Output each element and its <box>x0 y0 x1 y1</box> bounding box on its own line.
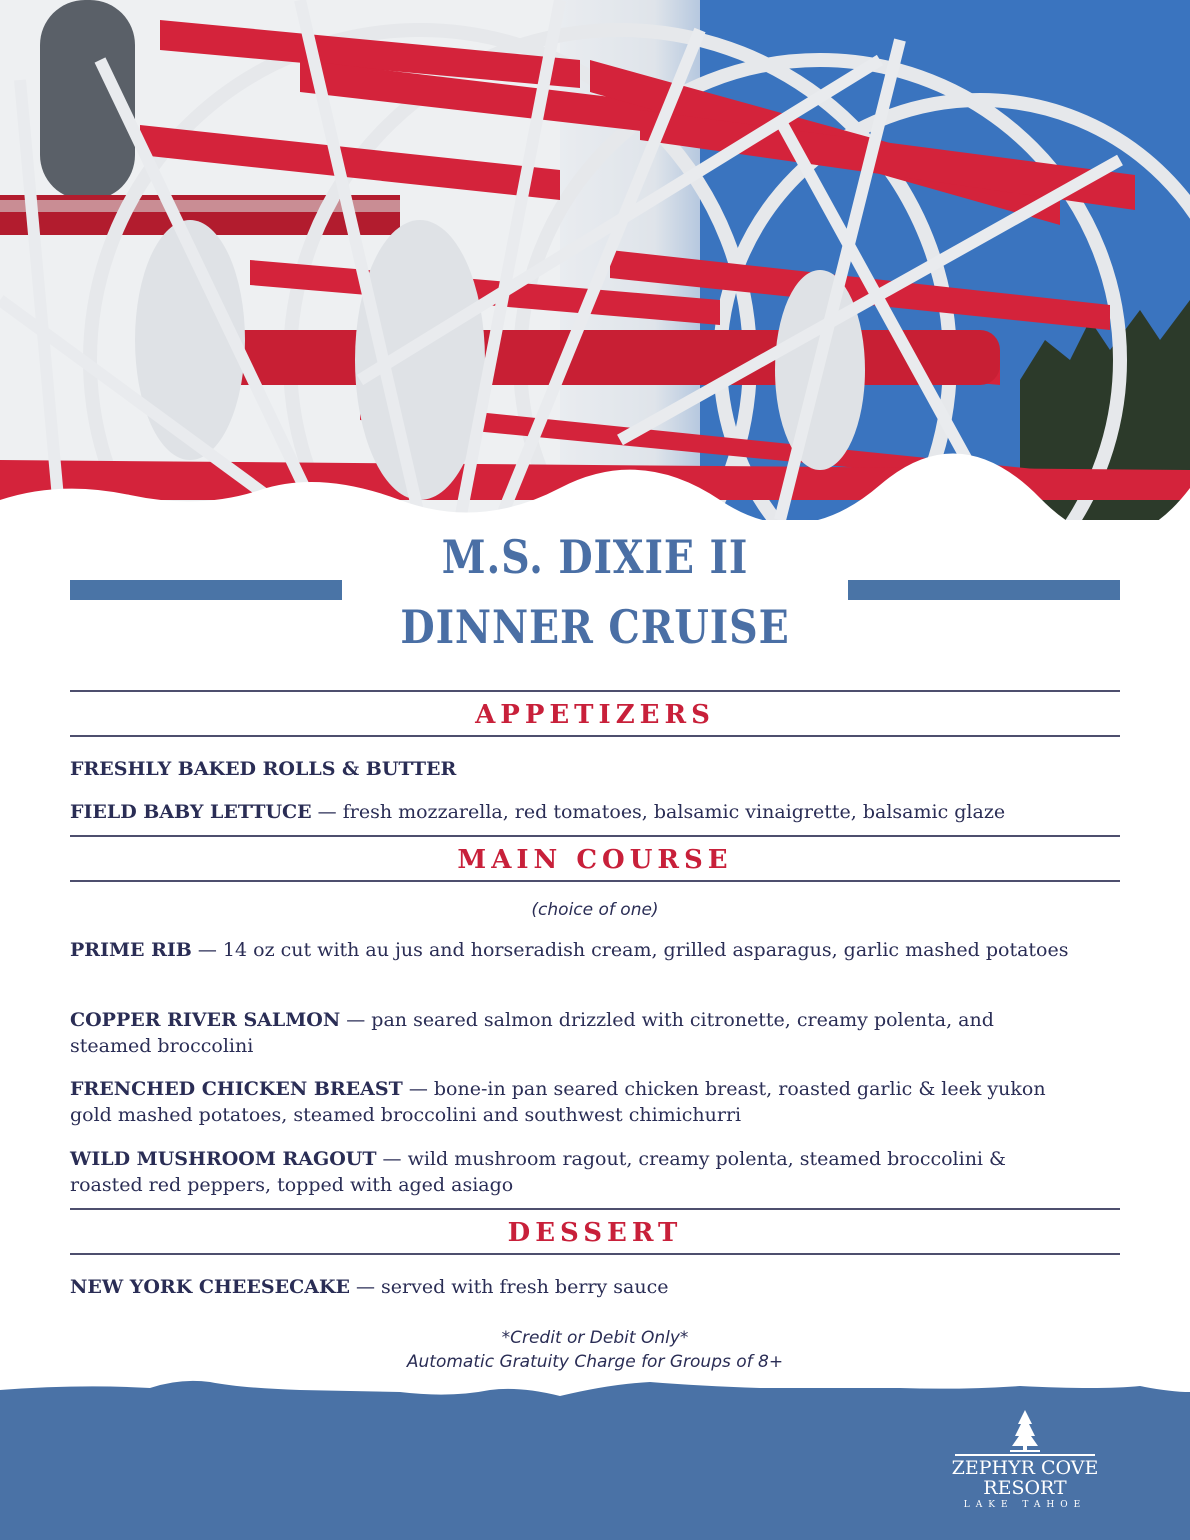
pine-tree-icon <box>1010 1410 1040 1452</box>
divider <box>70 880 1120 882</box>
menu-item <box>70 1076 1070 1128</box>
menu-item <box>70 1007 1070 1059</box>
menu-item <box>70 799 1130 825</box>
logo-rule <box>955 1454 1095 1456</box>
logo-line2: RESORT <box>983 1477 1067 1499</box>
section-heading-dessert: DESSERT <box>507 1218 683 1248</box>
divider <box>70 690 1120 692</box>
menu-item <box>70 937 1070 963</box>
menu-item-name: WILD MUSHROOM RAGOUT <box>70 1148 377 1170</box>
menu-item-name: FIELD BABY LETTUCE <box>70 801 312 823</box>
menu-item-desc: — 14 oz cut with au jus and horseradish cream, grilled asparagus, garlic mashed potatoes <box>191 939 1069 961</box>
menu-item-name: COPPER RIVER SALMON <box>70 1009 341 1031</box>
menu-item-name: NEW YORK CHEESECAKE <box>70 1276 350 1298</box>
gratuity-note: Automatic Gratuity Charge for Groups of 8+ <box>406 1352 784 1372</box>
menu-item-desc: — served with fresh berry sauce <box>349 1276 669 1298</box>
menu-item <box>70 1146 1070 1198</box>
menu-item-desc: — fresh mozzarella, red tomatoes, balsamic vinaigrette, balsamic glaze <box>311 801 1006 823</box>
choice-note: (choice of one) <box>531 900 659 920</box>
logo-line3: LAKE TAHOE <box>963 1500 1087 1510</box>
logo-line1: ZEPHYR COVE <box>951 1457 1099 1479</box>
paddlewheel-illustration <box>0 0 1190 520</box>
divider <box>70 735 1120 737</box>
page-title-line1: M.S. DIXIE II <box>441 530 749 584</box>
menu-item-desc: — bone-in pan seared chicken breast, roasted garlic & leek yukon gold mashed potatoes, steamed broccolini and southwest chimichurri <box>70 1078 1046 1126</box>
page-title-line2: DINNER CRUISE <box>400 600 790 654</box>
menu-item-name: FRENCHED CHICKEN BREAST <box>70 1078 403 1100</box>
menu-item-name: PRIME RIB <box>70 939 192 961</box>
menu-item-name: FRESHLY BAKED ROLLS & BUTTER <box>70 758 457 780</box>
menu-item <box>70 1274 1070 1300</box>
hero-photo <box>0 0 1190 520</box>
divider <box>70 1253 1120 1255</box>
divider <box>70 835 1120 837</box>
section-heading-appetizers: APPETIZERS <box>475 700 715 730</box>
menu-item <box>70 756 1070 782</box>
payment-note: *Credit or Debit Only* <box>501 1328 689 1348</box>
divider <box>70 1208 1120 1210</box>
menu-item-desc: — wild mushroom ragout, creamy polenta, steamed broccolini & roasted red peppers, topped with aged asiago <box>70 1148 1006 1196</box>
zephyr-cove-resort-logo <box>950 1410 1100 1510</box>
menu-item-desc: — pan seared salmon drizzled with citronette, creamy polenta, and steamed broccolini <box>70 1009 994 1057</box>
section-heading-main-course: MAIN COURSE <box>457 845 733 875</box>
